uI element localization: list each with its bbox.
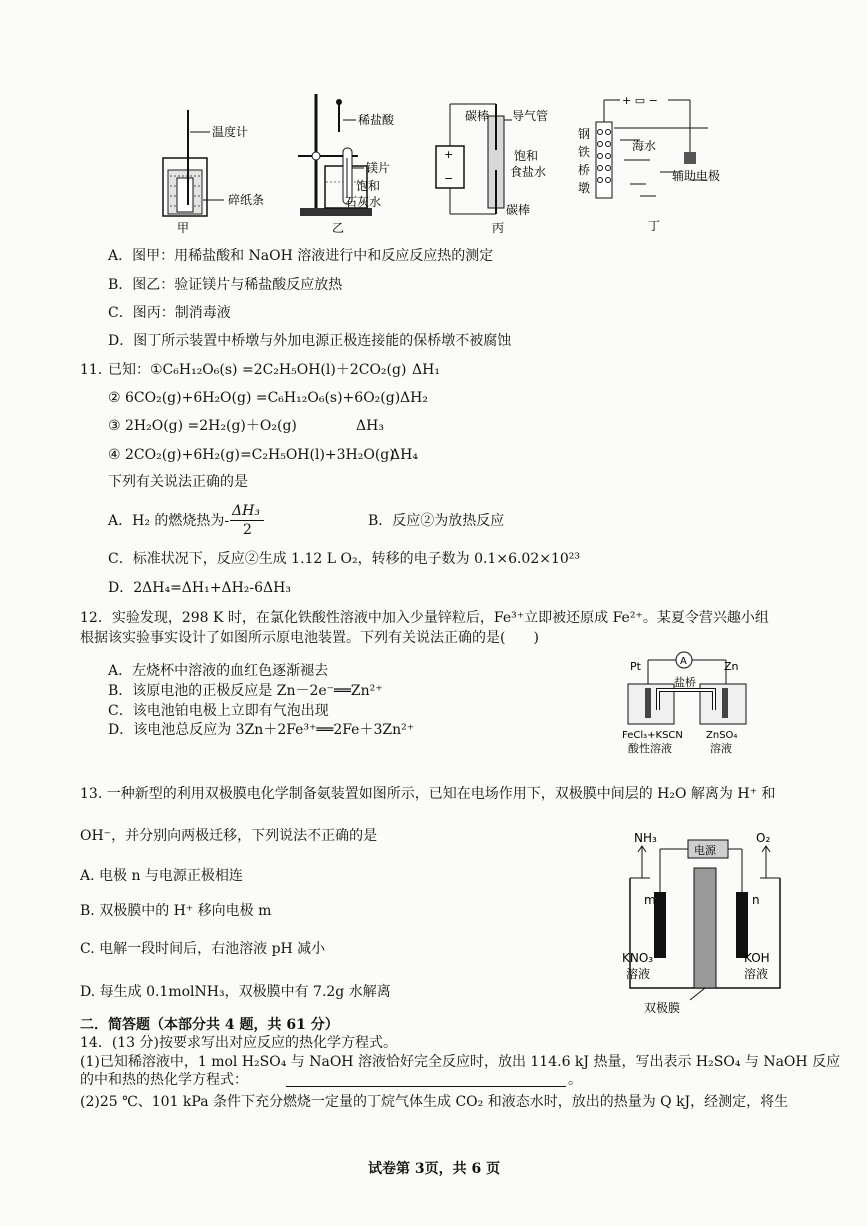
q13-nh3: NH₃ [634, 831, 657, 845]
q13-n: n [752, 893, 760, 907]
q12-right-sol-2: 溶液 [710, 742, 732, 755]
q11-reaction-4-dh: ΔH₄ [390, 447, 418, 463]
page-footer: 试卷第 3页，共 6 页 [368, 1161, 501, 1177]
q11-reaction-4: ④ 2CO₂(g)+6H₂(g)=C₂H₅OH(l)+3H₂O(g) [108, 447, 395, 463]
q13-option-a: A. 电极 n 与电源正极相连 [80, 868, 243, 884]
q12-meter: A [680, 656, 687, 667]
q12-left-sol-1: FeCl₃+KSCN [622, 730, 683, 741]
q13-option-b: B. 双极膜中的 H⁺ 移向电极 m [80, 903, 272, 919]
figure-ding [578, 94, 720, 233]
q13-m: m [644, 893, 656, 907]
q11-option-c: C．标准状况下，反应②生成 1.12 L O₂，转移的电子数为 0.1×6.02×10²³ [108, 551, 581, 567]
bing-minus: − [444, 172, 454, 185]
q11-reaction-2: ② 6CO₂(g)+6H₂O(g) =C₆H₁₂O₆(s)+6O₂(g) [108, 390, 401, 406]
q13-left-1: KNO₃ [622, 951, 654, 965]
bing-bottom-electrode: 碳棒 [506, 203, 531, 217]
q13-electrolysis-figure [610, 822, 790, 1022]
ding-seawater: 海水 [632, 139, 657, 153]
bing-tube: 导气管 [512, 109, 549, 123]
q10-option-b: B．图乙：验证镁片与稀盐酸反应放热 [108, 277, 343, 293]
q10-option-d: D．图丁所示装置中桥墩与外加电源正极连接能的保桥墩不被腐蚀 [108, 333, 512, 349]
q12-option-c: C．该电池铂电极上立即有气泡出现 [108, 703, 329, 719]
q13-membrane: 双极膜 [644, 1001, 681, 1015]
q12-line-2: 根据该实验事实设计了如图所示原电池装置。下列有关说法正确的是( ) [80, 630, 539, 646]
q14-part-1-end: 。 [568, 1072, 582, 1088]
q13-line-1: 13. 一种新型的利用双极膜电化学制备氨装置如图所示，已知在电场作用下，双极膜中间层的 H₂O 解离为 H⁺ 和 [80, 786, 776, 802]
q10-option-a: A．图甲：用稀盐酸和 NaOH 溶液进行中和反应反应热的测定 [108, 248, 494, 264]
q11-reaction-3: ③ 2H₂O(g) =2H₂(g)＋O₂(g) [108, 418, 297, 434]
q10-option-c: C．图丙：制消毒液 [108, 305, 231, 321]
q11-reaction-2-dh: ΔH₂ [400, 390, 428, 406]
acid-label: 稀盐酸 [358, 113, 395, 127]
q13-o2: O₂ [756, 831, 771, 845]
bing-brine-2: 食盐水 [510, 165, 547, 179]
q11-option-a: A．H₂ 的燃烧热为- [108, 513, 230, 529]
bing-plus: + [444, 148, 454, 161]
q12-right-sol-1: ZnSO₄ [706, 730, 738, 741]
section-2-heading: 二．简答题（本部分共 4 题，共 61 分） [80, 1017, 339, 1033]
paper-label: 碎纸条 [228, 193, 265, 207]
q11-option-b: B．反应②为放热反应 [368, 513, 505, 529]
q13-option-d: D. 每生成 0.1molNH₃，双极膜中有 7.2g 水解离 [80, 984, 391, 1000]
ding-aux: 辅助电极 [672, 169, 721, 183]
q12-option-b: B．该原电池的正极反应是 Zn－2e⁻══Zn²⁺ [108, 683, 383, 699]
q14-part-2: (2)25 ℃、101 kPa 条件下充分燃烧一定量的丁烷气体生成 CO₂ 和液态水时，放出的热量为 Q kJ，经测定，将生 [80, 1094, 789, 1110]
ding-pier-1: 钢 [578, 127, 591, 141]
q11-reaction-1-dh: ΔH₁ [412, 362, 440, 378]
figure-jia [163, 110, 264, 235]
q12-line-1: 12．实验发现，298 K 时，在氯化铁酸性溶液中加入少量锌粒后，Fe³⁺立即被还原成 Fe²⁺。某夏令营兴趣小组 [80, 610, 769, 626]
caption-yi: 乙 [332, 221, 345, 235]
caption-jia: 甲 [177, 221, 190, 235]
bing-brine-1: 饱和 [514, 149, 539, 163]
q14-part-1-line-a: (1)已知稀溶液中，1 mol H₂SO₄ 与 NaOH 溶液恰好完全反应时，放出 114.6 kJ 热量，写出表示 H₂SO₄ 与 NaOH 反应 [80, 1054, 841, 1070]
figure-yi [298, 94, 395, 235]
q14-part-1-line-b: 的中和热的热化学方程式： [80, 1072, 248, 1088]
q13-left-2: 溶液 [626, 967, 651, 981]
q11-number: 11． [80, 362, 112, 378]
mg-label: 镁片 [366, 161, 391, 175]
ding-pier-2: 铁 [578, 145, 591, 159]
ding-pier-3: 桥 [578, 163, 591, 177]
q13-line-2: OH⁻，并分别向两极迁移，下列说法不正确的是 [80, 828, 378, 844]
q14-heading: 14．(13 分)按要求写出对应反应的热化学方程式。 [80, 1035, 398, 1051]
q11-stem: 下列有关说法正确的是 [108, 474, 248, 490]
caption-bing: 丙 [492, 221, 505, 235]
q11-option-a-denominator: 2 [243, 522, 252, 538]
q13-option-c: C. 电解一段时间后，右池溶液 pH 减小 [80, 941, 326, 957]
figure-bing [436, 104, 548, 235]
figure-row [0, 0, 867, 240]
q12-galvanic-cell-figure [614, 650, 764, 760]
lime-label-1: 饱和 [356, 179, 381, 193]
q11-option-a-numerator: ΔH₃ [232, 503, 260, 519]
ding-pier-4: 墩 [578, 181, 591, 195]
thermometer-label: 温度计 [212, 125, 249, 139]
q11-option-d: D．2ΔH₄=ΔH₁+ΔH₂-6ΔH₃ [108, 580, 291, 596]
q12-bridge: 盐桥 [674, 676, 696, 689]
q12-option-d: D．该电池总反应为 3Zn＋2Fe³⁺══2Fe＋3Zn²⁺ [108, 722, 415, 738]
q11-intro: 已知： [108, 362, 150, 378]
q11-reaction-3-dh: ΔH₃ [356, 418, 384, 434]
q13-right-2: 溶液 [744, 967, 769, 981]
q12-zn: Zn [724, 660, 739, 673]
caption-ding: 丁 [648, 219, 661, 233]
q14-answer-blank[interactable] [286, 1072, 566, 1087]
q13-source: 电源 [694, 844, 716, 857]
lime-label-2: 石灰水 [345, 195, 382, 209]
q11-reaction-1: ①C₆H₁₂O₆(s) =2C₂H₅OH(l)＋2CO₂(g) [150, 362, 407, 378]
q12-option-a: A．左烧杯中溶液的血红色逐渐褪去 [108, 663, 329, 679]
q12-left-sol-2: 酸性溶液 [628, 742, 672, 755]
q12-pt: Pt [630, 660, 641, 673]
q13-right-1: KOH [744, 951, 770, 965]
ding-battery: + ▭ − [622, 94, 658, 107]
bing-top-electrode: 碳棒 [465, 109, 490, 123]
